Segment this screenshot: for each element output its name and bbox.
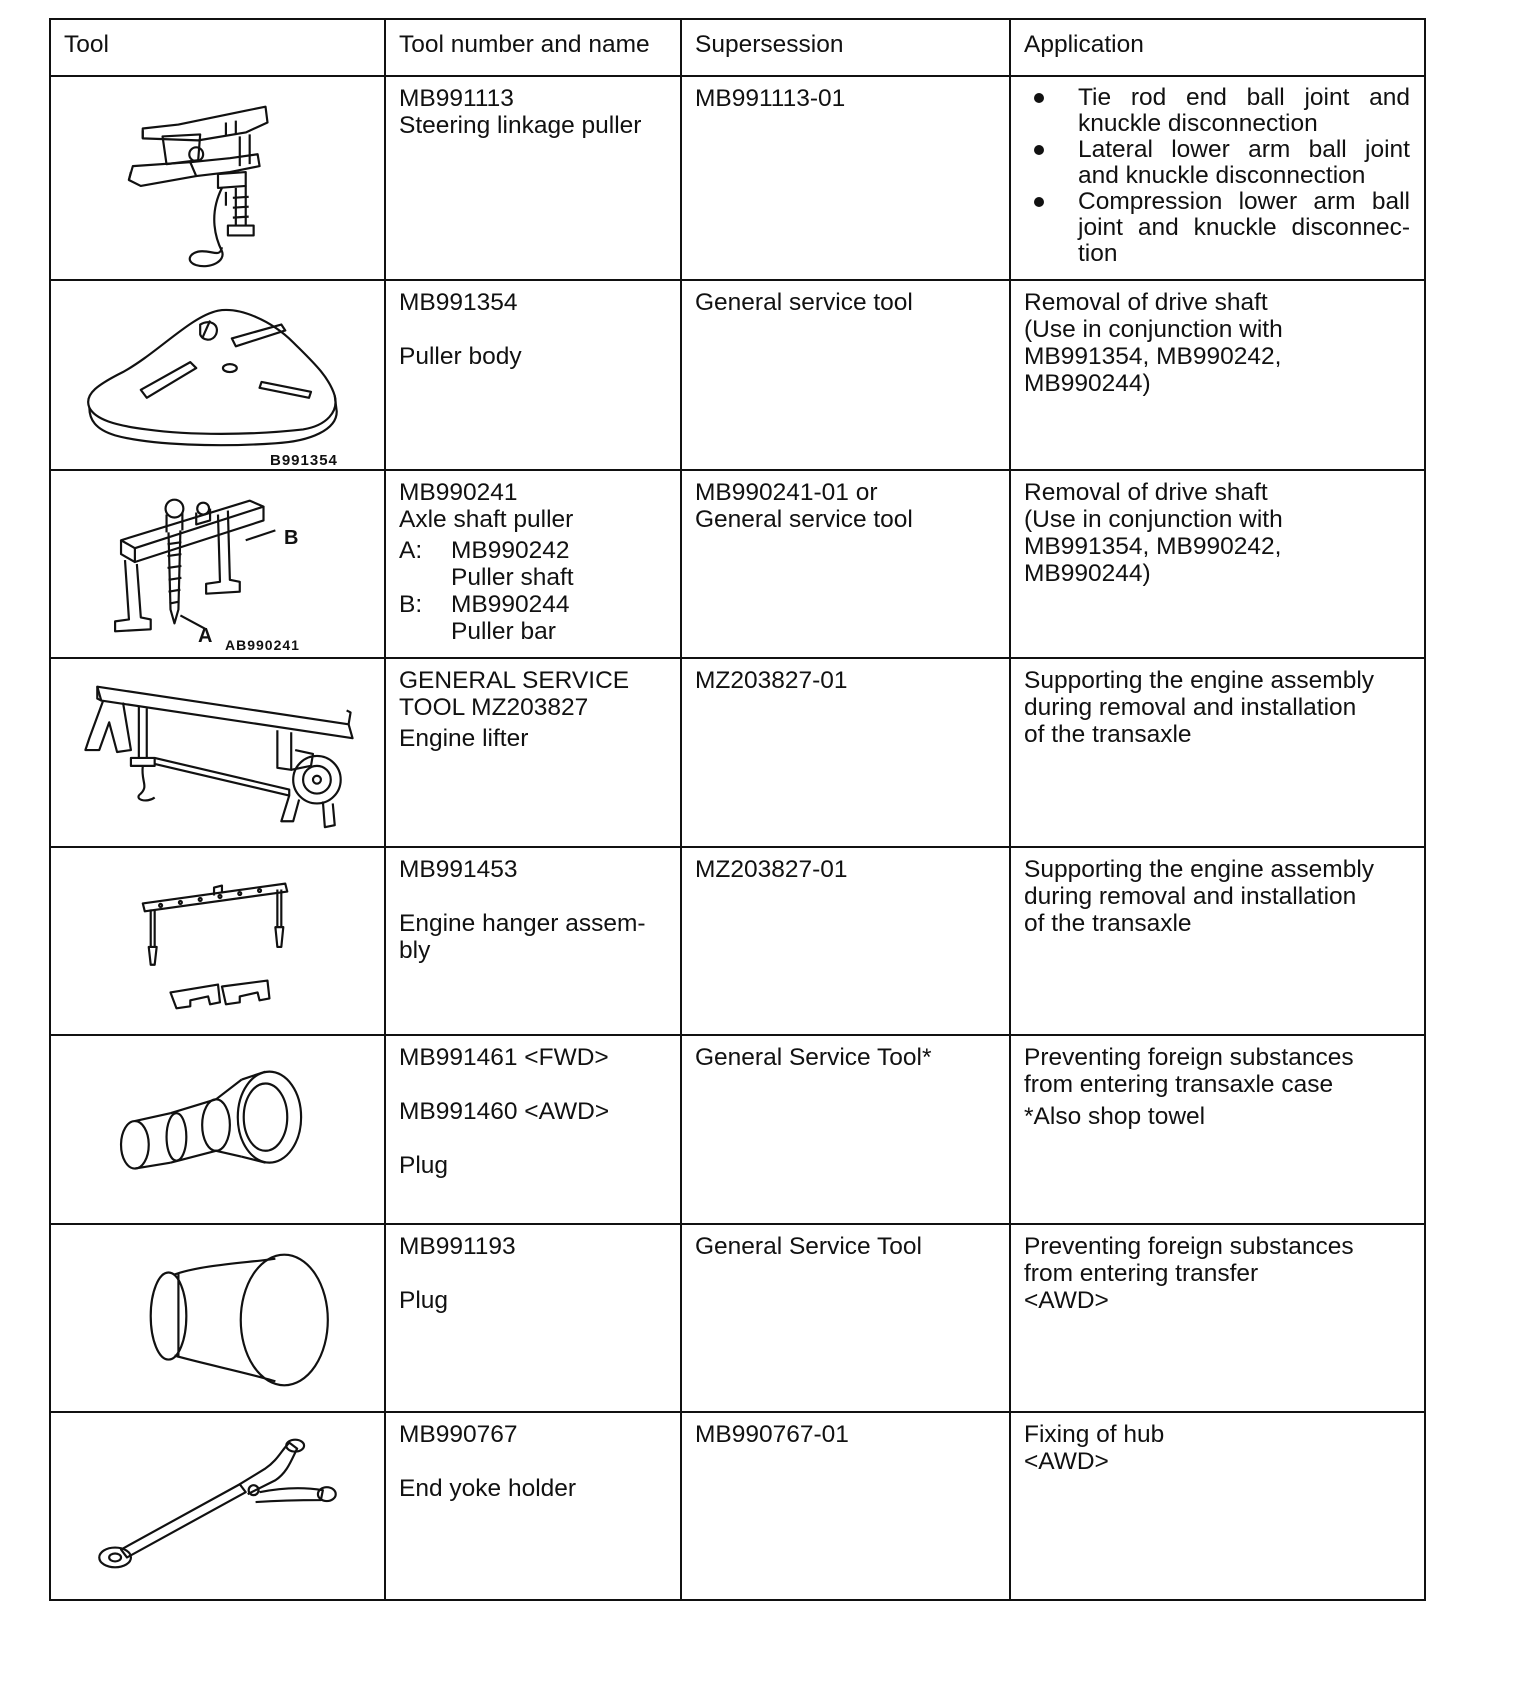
tool-number-name-cell <box>385 1224 681 1412</box>
tool-image-cell <box>50 847 385 1035</box>
table-row <box>50 658 1425 847</box>
sub-item-name: Puller bar <box>451 618 556 645</box>
special-tools-table <box>49 18 1426 1601</box>
sub-item-name: Puller shaft <box>451 564 574 591</box>
table-row <box>50 470 1425 658</box>
sub-item-key: B: <box>399 591 423 618</box>
tool-name: Plug <box>399 1152 449 1179</box>
supersession-cell: General service tool <box>681 280 1010 470</box>
tool-number: MB990767 <box>399 1421 518 1448</box>
tool-image-cell <box>50 470 385 658</box>
supersession-line: MB990241-01 or <box>695 479 878 506</box>
steering-linkage-puller-illustration <box>51 77 384 279</box>
tool-image-cell <box>50 76 385 280</box>
application-line: from entering transfer <box>1024 1260 1259 1287</box>
application-line: Removal of drive shaft <box>1024 479 1268 506</box>
application-cell <box>1010 470 1425 658</box>
tool-number: MB991113 <box>399 85 514 112</box>
sub-item-number: MB990242 <box>451 537 570 564</box>
application-line: MB990244) <box>1024 560 1151 587</box>
application-line: Removal of drive shaft <box>1024 289 1268 316</box>
sub-item-a <box>399 537 668 591</box>
list-item: Compression lower arm ball joint and knuckle disconnec-tion <box>1024 189 1410 267</box>
tool-image-cell <box>50 1035 385 1224</box>
tool-name: End yoke holder <box>399 1475 577 1502</box>
table-row <box>50 76 1425 280</box>
label-b: B <box>284 527 300 549</box>
plug-illustration <box>51 1225 384 1411</box>
tool-number: TOOL MZ203827 <box>399 694 589 721</box>
application-line: <AWD> <box>1024 1448 1109 1475</box>
table-row <box>50 1224 1425 1412</box>
application-line: during removal and installation <box>1024 694 1357 721</box>
application-line: <AWD> <box>1024 1287 1109 1314</box>
tool-name: Steering linkage puller <box>399 112 642 139</box>
list-item: Tie rod end ball joint and knuckle disconnection <box>1024 85 1410 137</box>
header-row <box>50 19 1425 76</box>
application-cell <box>1010 76 1425 280</box>
application-cell <box>1010 280 1425 470</box>
tool-number: MB991354 <box>399 289 518 316</box>
application-cell <box>1010 1224 1425 1412</box>
supersession-cell: General Service Tool <box>681 1224 1010 1412</box>
supersession-cell: MZ203827-01 <box>681 658 1010 847</box>
end-yoke-holder-illustration <box>51 1413 384 1599</box>
application-line: Supporting the engine assembly <box>1024 667 1375 694</box>
engine-hanger-assembly-illustration <box>51 848 384 1034</box>
table-row <box>50 847 1425 1035</box>
application-line: from entering transaxle case <box>1024 1071 1334 1098</box>
tool-image-cell <box>50 658 385 847</box>
tool-name: Puller body <box>399 343 522 370</box>
application-note: *Also shop towel <box>1024 1103 1206 1130</box>
engine-lifter-illustration <box>51 659 384 846</box>
application-line: Supporting the engine assembly <box>1024 856 1375 883</box>
image-code: AB990241 <box>225 637 300 653</box>
tool-number: MB991453 <box>399 856 518 883</box>
sub-item-b <box>399 591 668 645</box>
puller-body-illustration <box>51 281 384 469</box>
application-line: during removal and installation <box>1024 883 1357 910</box>
application-cell <box>1010 658 1425 847</box>
application-line: (Use in conjunction with <box>1024 506 1283 533</box>
application-list <box>1024 85 1410 267</box>
tool-number-name-cell <box>385 76 681 280</box>
header-tool-number-and-name: Tool number and name <box>385 19 681 76</box>
label-a: A <box>198 625 214 647</box>
list-item: Lateral lower arm ball joint and knuckle disconnection <box>1024 137 1410 189</box>
supersession-cell: MB990767-01 <box>681 1412 1010 1600</box>
application-line: Preventing foreign substances <box>1024 1233 1354 1260</box>
application-line: Preventing foreign substances <box>1024 1044 1354 1071</box>
tool-number-alt: MB991460 <AWD> <box>399 1098 610 1125</box>
tool-number-name-cell <box>385 470 681 658</box>
tool-number: GENERAL SERVICE <box>399 667 630 694</box>
axle-shaft-puller-illustration <box>51 471 384 657</box>
application-line: of the transaxle <box>1024 721 1192 748</box>
tool-image-cell <box>50 1412 385 1600</box>
plug-illustration <box>51 1036 384 1223</box>
tool-image-cell <box>50 280 385 470</box>
tool-number-name-cell <box>385 280 681 470</box>
header-tool: Tool <box>50 19 385 76</box>
application-line: MB991354, MB990242, <box>1024 343 1282 370</box>
tool-number-name-cell <box>385 1412 681 1600</box>
header-supersession: Supersession <box>681 19 1010 76</box>
tool-number: MB991193 <box>399 1233 516 1260</box>
tool-name: Engine lifter <box>399 725 529 752</box>
tool-name: Engine hanger assem- <box>399 910 646 937</box>
application-cell <box>1010 1412 1425 1600</box>
application-cell <box>1010 1035 1425 1224</box>
application-cell <box>1010 847 1425 1035</box>
application-line: Fixing of hub <box>1024 1421 1165 1448</box>
application-line: (Use in conjunction with <box>1024 316 1283 343</box>
table-row <box>50 1412 1425 1600</box>
application-line: MB990244) <box>1024 370 1151 397</box>
sub-item-key: A: <box>399 537 423 564</box>
tool-number-name-cell <box>385 658 681 847</box>
supersession-line: General service tool <box>695 506 913 533</box>
tool-name: bly <box>399 937 431 964</box>
supersession-cell: General Service Tool* <box>681 1035 1010 1224</box>
supersession-cell <box>681 470 1010 658</box>
tool-name: Axle shaft puller <box>399 506 574 533</box>
tool-number: MB990241 <box>399 479 518 506</box>
tool-image-cell <box>50 1224 385 1412</box>
supersession-cell: MB991113-01 <box>681 76 1010 280</box>
tool-number: MB991461 <FWD> <box>399 1044 609 1071</box>
table-row <box>50 1035 1425 1224</box>
application-line: of the transaxle <box>1024 910 1192 937</box>
tool-number-name-cell <box>385 847 681 1035</box>
supersession-cell: MZ203827-01 <box>681 847 1010 1035</box>
application-line: MB991354, MB990242, <box>1024 533 1282 560</box>
tool-name: Plug <box>399 1287 449 1314</box>
tool-number-name-cell <box>385 1035 681 1224</box>
table-row <box>50 280 1425 470</box>
sub-item-number: MB990244 <box>451 591 570 618</box>
header-application: Application <box>1010 19 1425 76</box>
image-code: B991354 <box>270 452 338 469</box>
